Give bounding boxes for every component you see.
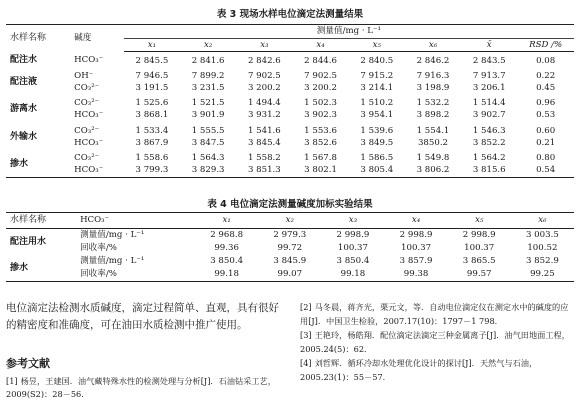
table-cell: 0.45	[536, 82, 556, 93]
table-cell: 3 852.9	[525, 256, 559, 266]
table-cell: 0.60	[536, 125, 556, 136]
table-cell: 2 979.3	[273, 230, 307, 240]
t3-col-header: x̄	[461, 39, 517, 52]
table-cell: 3 805.4	[360, 165, 394, 176]
table-cell: 1 525.6	[135, 98, 169, 109]
table-cell: 3 799.3	[135, 165, 169, 176]
table-cell: 0.54	[536, 165, 556, 176]
table3-caption: 表 3 现场水样电位滴定法测量结果	[216, 9, 364, 20]
table-row	[6, 95, 574, 110]
table-cell: 2 846.2	[416, 55, 450, 66]
table-cell: 1 514.4	[472, 98, 506, 109]
table-cell: 3 198.9	[416, 82, 450, 93]
table-cell: 1 564.2	[472, 152, 506, 163]
t4-col-header: x₂	[258, 213, 321, 229]
table-cell: 2 998.9	[399, 230, 433, 240]
table-cell: 3 231.5	[191, 82, 225, 93]
alkalinity-ion: HCO₃⁻	[74, 110, 104, 121]
t3-header-measured: 测量值/mg · L⁻¹	[124, 25, 574, 39]
table-cell: 2 842.6	[247, 55, 281, 66]
table-row	[6, 137, 574, 149]
table-row	[6, 110, 574, 122]
table-cell: 100.37	[337, 243, 368, 253]
t4-col-header: x₆	[511, 213, 574, 229]
table-row	[6, 149, 574, 164]
table-cell: 7 899.2	[191, 70, 225, 81]
reference-text: 王艳玲，杨皓翔．配位滴定法滴定三种金属离子[J]．油气田地面工程，2005.24(5)：62．	[300, 330, 570, 354]
table-cell: 1 532.2	[416, 98, 450, 109]
table-cell: 3 845.4	[247, 137, 281, 148]
references-left-column	[6, 375, 286, 401]
table-cell: 99.07	[277, 269, 303, 279]
alkalinity-ion: CO₃²⁻	[74, 82, 100, 93]
reference-item	[300, 356, 576, 384]
table-cell: 2 843.5	[472, 55, 506, 66]
table-cell: 1 521.5	[191, 98, 225, 109]
table-cell: 2 998.9	[336, 230, 370, 240]
t4-col-header: x₄	[385, 213, 448, 229]
table-cell: 7 902.5	[304, 70, 337, 81]
table-cell: 3 815.6	[472, 165, 506, 176]
table-cell: 1 586.5	[360, 152, 394, 163]
references-right-column	[300, 300, 576, 384]
reference-number: [3]	[300, 330, 312, 340]
table-cell: 0.22	[536, 70, 556, 81]
table-cell: 99.25	[530, 269, 555, 279]
table-cell: 1 533.4	[135, 125, 169, 136]
table-cell: 2 968.8	[210, 230, 244, 240]
table-cell: 0.08	[536, 55, 556, 66]
sample-name: 掺水	[10, 159, 29, 169]
table-cell: 99.36	[214, 243, 239, 253]
references-heading: 参考文献	[6, 357, 50, 370]
table-cell: 3 802.1	[304, 165, 337, 176]
table4-caption: 表 4 电位滴定法测量碱度加标实验结果	[207, 199, 373, 210]
table-cell: 3 806.2	[416, 165, 450, 176]
alkalinity-ion: HCO₃⁻	[74, 137, 104, 148]
t3-col-header: x₁	[124, 39, 180, 52]
table-row	[6, 242, 574, 255]
table-cell: 3 850.4	[210, 256, 244, 266]
t3-col-header: x₆	[405, 39, 461, 52]
table-cell: 3 898.2	[416, 110, 450, 121]
reference-item	[300, 328, 576, 356]
table-cell: 2 840.5	[360, 55, 394, 66]
table-cell: 3 865.5	[462, 256, 496, 266]
sample-name: 配注用水	[10, 236, 47, 247]
t4-col-header: x₅	[448, 213, 511, 229]
table-cell: 1 553.6	[304, 125, 337, 136]
table-cell: 7 915.2	[360, 70, 394, 81]
table-cell: 1 558.6	[135, 152, 169, 163]
table-cell: 7 946.5	[135, 70, 169, 81]
table-cell: 3 200.2	[304, 82, 337, 93]
t4-header-ion: HCO₃⁻	[78, 213, 195, 229]
metric-label: 回收率/%	[80, 269, 117, 279]
table-cell: 1 558.2	[247, 152, 281, 163]
table-cell: 100.37	[401, 243, 432, 253]
t3-col-header: x₂	[180, 39, 236, 52]
table-cell: 1 541.6	[247, 125, 281, 136]
table-cell: 0.96	[536, 98, 556, 109]
table-cell: 0.53	[536, 110, 556, 121]
reference-number: [2]	[300, 302, 312, 312]
t3-col-header: RSD /%	[517, 39, 574, 52]
table-cell: 3 902.3	[304, 110, 337, 121]
table-cell: 99.18	[214, 269, 239, 279]
table-cell: 2 841.6	[191, 55, 225, 66]
table-cell: 0.80	[536, 152, 556, 163]
table-cell: 3 857.9	[399, 256, 433, 266]
table-cell: 3 850.4	[336, 256, 370, 266]
alkalinity-ion: HCO₃⁻	[74, 55, 104, 66]
alkalinity-ion: CO₃²⁻	[74, 98, 100, 109]
table-cell: 3 200.2	[247, 82, 281, 93]
table-cell: 3 206.1	[472, 82, 506, 93]
table-cell: 3 901.9	[191, 110, 225, 121]
reference-text: 马冬晨，蒋齐光，栗元文，等．自动电位滴定仪在测定水中的碱度的应用[J]．中国卫生检验，2007.17(10)：1797－1 798．	[300, 302, 569, 326]
reference-item	[6, 375, 286, 401]
table-row	[6, 52, 574, 68]
table-row	[6, 268, 574, 282]
alkalinity-ion: HCO₃⁻	[74, 165, 104, 176]
t3-col-header: x₄	[292, 39, 348, 52]
table-row	[6, 165, 574, 178]
table-cell: 7 902.5	[247, 70, 281, 81]
table-cell: 1 502.3	[304, 98, 337, 109]
t3-col-header: x₅	[349, 39, 405, 52]
table-cell: 100.52	[527, 243, 558, 253]
alkalinity-ion: CO₃²⁻	[74, 152, 100, 163]
table-cell: 3 003.5	[525, 230, 559, 240]
table-cell: 3 852.6	[304, 137, 337, 148]
table-cell: 3 954.1	[360, 110, 394, 121]
table-cell: 1 494.4	[247, 98, 281, 109]
table-cell: 3 829.3	[191, 165, 225, 176]
table-row	[6, 229, 574, 243]
table-cell: 99.72	[277, 243, 303, 253]
table-cell: 7 916.3	[416, 70, 450, 81]
table-cell: 99.18	[340, 269, 366, 279]
metric-label: 测量值/mg · L⁻¹	[80, 256, 145, 266]
table-cell: 1 567.8	[304, 152, 337, 163]
table-row	[6, 67, 574, 82]
sample-name: 外输水	[10, 131, 38, 142]
reference-number: [1]	[6, 376, 18, 386]
table3	[6, 24, 574, 178]
table-cell: 3 214.1	[360, 82, 394, 93]
table-cell: 3 845.9	[273, 256, 307, 266]
table-cell: 3 868.1	[135, 110, 169, 121]
table-cell: 1 554.1	[416, 125, 450, 136]
table-cell: 2 845.5	[135, 55, 169, 66]
sample-name: 掺水	[10, 262, 29, 273]
alkalinity-ion: OH⁻	[74, 70, 94, 81]
table-cell: 1 510.2	[360, 98, 394, 109]
table-cell: 3 852.2	[472, 137, 506, 148]
table-cell: 3 902.7	[472, 110, 506, 121]
metric-label: 测量值/mg · L⁻¹	[80, 230, 145, 240]
reference-item	[300, 300, 576, 328]
table-cell: 99.57	[466, 269, 492, 279]
table-row	[6, 82, 574, 94]
table-cell: 2 998.9	[462, 230, 496, 240]
sample-name: 配注液	[10, 76, 38, 87]
table-cell: 100.37	[464, 243, 495, 253]
t4-col-header: x₃	[321, 213, 384, 229]
table-row	[6, 122, 574, 137]
table-cell: 3 849.5	[360, 137, 394, 148]
table-cell: 3850.2	[417, 137, 449, 148]
table4	[6, 212, 574, 282]
t3-header-alkalinity: 碱度	[74, 32, 92, 43]
table-cell: 7 913.7	[472, 70, 506, 81]
reference-text: 刘哲辉．循环冷却水处理优化设计的探讨[J]．天然气与石油，2005.23(1)：55－57．	[300, 358, 538, 382]
table-cell: 3 931.2	[247, 110, 281, 121]
table-row	[6, 255, 574, 268]
sample-name: 游离水	[10, 104, 38, 115]
t4-header-sample: 水样名称	[6, 213, 78, 229]
table-cell: 1 564.3	[191, 152, 225, 163]
table-cell: 3 867.9	[135, 137, 169, 148]
body-paragraph: 电位滴定法检测水质碱度，滴定过程简单、直观，具有很好的精密度和准确度，可在油田水质检测中推广使用。	[6, 302, 279, 331]
t4-col-header: x₁	[195, 213, 258, 229]
reference-number: [4]	[300, 358, 312, 368]
table-cell: 1 549.8	[416, 152, 450, 163]
table-cell: 3 191.5	[135, 82, 169, 93]
table-cell: 2 844.6	[304, 55, 337, 66]
table-cell: 3 851.3	[247, 165, 281, 176]
alkalinity-ion: CO₃²⁻	[74, 125, 100, 136]
t3-header-sample: 水样名称	[10, 32, 47, 43]
metric-label: 回收率/%	[80, 243, 117, 253]
table-cell: 1 555.5	[191, 125, 225, 136]
table-cell: 1 539.6	[360, 125, 394, 136]
sample-name: 配注水	[10, 55, 38, 66]
reference-text: 杨昱，王建国．油气藏特殊水性的检测处理与分析[J]．石油钻采工艺，2009(S2)：28－56．	[6, 376, 276, 399]
t3-col-header: x₃	[236, 39, 292, 52]
table-cell: 3 847.5	[191, 137, 225, 148]
table-cell: 99.38	[403, 269, 429, 279]
table-cell: 1 546.3	[472, 125, 506, 136]
table-cell: 0.21	[536, 137, 556, 148]
